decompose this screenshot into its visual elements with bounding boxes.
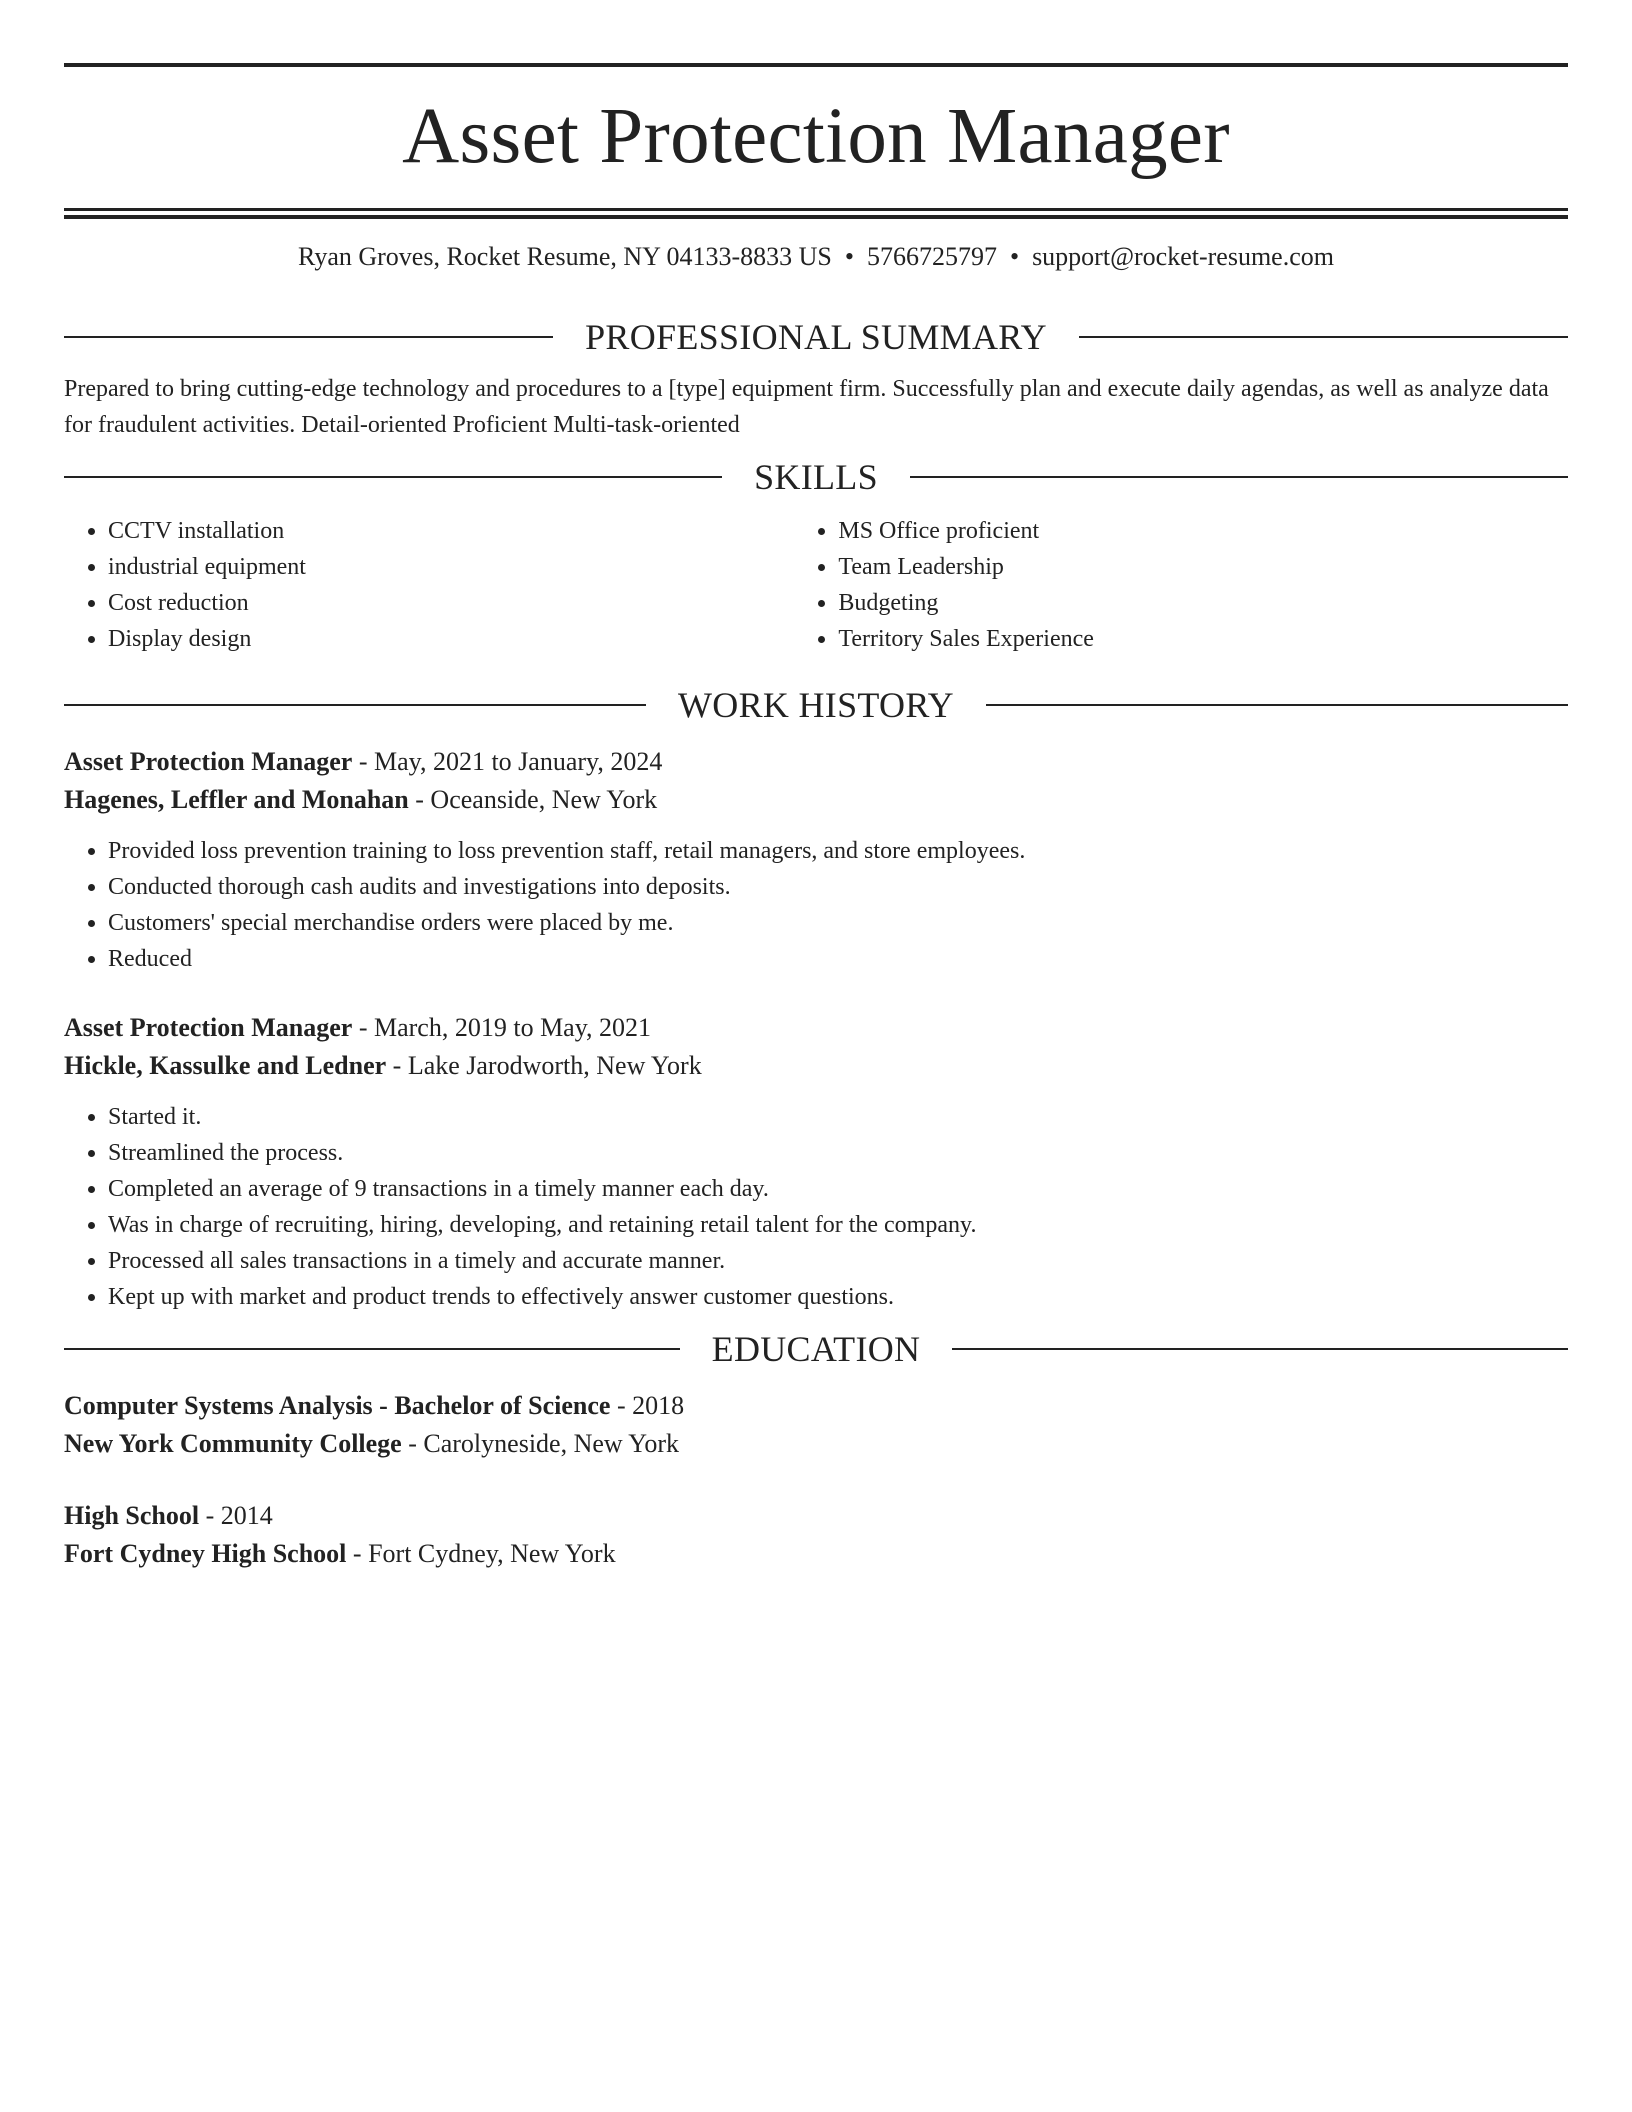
education-school: Fort Cydney High School	[64, 1539, 347, 1568]
education-location: - Fort Cydney, New York	[346, 1539, 616, 1568]
job-bullet: • Processed all sales transactions in a timely and accurate manner.	[108, 1243, 1568, 1279]
heading-rule	[64, 476, 722, 478]
skill-item: • Cost reduction	[108, 585, 794, 621]
job-bullet: • Kept up with market and product trends to effectively answer customer questions.	[108, 1279, 1568, 1315]
job-bullet: • Customers' special merchandise orders were placed by me.	[108, 905, 1568, 941]
job-title: Asset Protection Manager	[64, 1013, 353, 1042]
title-double-rule	[64, 208, 1568, 219]
job-bullet: • Started it.	[108, 1099, 1568, 1135]
section-heading-education	[64, 1325, 1568, 1373]
job-bullet: • Completed an average of 9 transactions in a timely manner each day.	[108, 1171, 1568, 1207]
contact-separator: •	[1009, 242, 1020, 271]
summary-text: Prepared to bring cutting-edge technology and procedures to a [type] equipment firm. Successfully plan and execute daily agendas, as well as analyze data for fraudulent activities. Detail-oriented Proficient Multi-task-oriented	[64, 376, 1549, 438]
education-year: - 2014	[199, 1501, 273, 1530]
skills-column-left	[64, 513, 794, 657]
education-entry	[64, 1387, 1568, 1463]
job-bullet: • Was in charge of recruiting, hiring, developing, and retaining retail talent for the company.	[108, 1207, 1568, 1243]
job-title-line	[64, 1009, 1568, 1047]
section-title: SKILLS	[754, 457, 878, 497]
skills-list	[64, 513, 1568, 657]
contact-address: Ryan Groves, Rocket Resume, NY 04133-8833 US	[298, 242, 832, 271]
heading-rule	[64, 704, 646, 706]
job-bullet: • Reduced	[108, 941, 1568, 977]
education-degree-line	[64, 1387, 1568, 1425]
contact-phone: 5766725797	[866, 242, 997, 271]
skill-item: • industrial equipment	[108, 549, 794, 585]
heading-rule	[64, 1348, 680, 1350]
job-company: Hagenes, Leffler and Monahan	[64, 785, 409, 814]
job-entry	[64, 1009, 1568, 1315]
education-entry	[64, 1497, 1568, 1573]
contact-email: support@rocket-resume.com	[1032, 242, 1334, 271]
education-degree-line	[64, 1497, 1568, 1535]
job-title-line	[64, 743, 1568, 781]
contact-line	[64, 240, 1568, 274]
job-company: Hickle, Kassulke and Ledner	[64, 1051, 387, 1080]
page-title: Asset Protection Manager	[402, 93, 1230, 180]
job-bullets	[64, 1099, 1568, 1315]
job-dates: - March, 2019 to May, 2021	[352, 1013, 652, 1042]
skill-item: • Display design	[108, 621, 794, 657]
education-school-line	[64, 1535, 1568, 1573]
skill-item: • Territory Sales Experience	[838, 621, 1568, 657]
section-heading-skills	[64, 453, 1568, 501]
skill-item: • MS Office proficient	[838, 513, 1568, 549]
section-title: EDUCATION	[711, 1329, 921, 1369]
skills-column-right	[794, 513, 1568, 657]
job-bullet: • Provided loss prevention training to loss prevention staff, retail managers, and store employees.	[108, 833, 1568, 869]
job-company-line	[64, 781, 1568, 819]
job-location: - Oceanside, New York	[408, 785, 658, 814]
skill-item: • CCTV installation	[108, 513, 794, 549]
job-dates: - May, 2021 to January, 2024	[352, 747, 663, 776]
job-company-line	[64, 1047, 1568, 1085]
job-bullet: • Streamlined the process.	[108, 1135, 1568, 1171]
education-degree: Computer Systems Analysis - Bachelor of Science	[64, 1391, 611, 1420]
heading-rule	[910, 476, 1568, 478]
heading-rule	[1079, 336, 1568, 338]
section-heading-summary	[64, 313, 1568, 361]
job-location: - Lake Jarodworth, New York	[386, 1051, 702, 1080]
section-title: PROFESSIONAL SUMMARY	[585, 317, 1047, 357]
skill-item: • Budgeting	[838, 585, 1568, 621]
heading-rule	[952, 1348, 1568, 1350]
education-year: - 2018	[610, 1391, 685, 1420]
section-heading-work	[64, 681, 1568, 729]
education-location: - Carolyneside, New York	[401, 1429, 680, 1458]
section-title: WORK HISTORY	[678, 685, 954, 725]
education-school-line	[64, 1425, 1568, 1463]
job-bullets	[64, 833, 1568, 977]
contact-separator: •	[844, 242, 854, 271]
job-title: Asset Protection Manager	[64, 747, 353, 776]
heading-rule	[986, 704, 1568, 706]
skill-item: • Team Leadership	[838, 549, 1568, 585]
education-school: New York Community College	[64, 1429, 402, 1458]
education-degree: High School	[64, 1501, 200, 1530]
heading-rule	[64, 336, 553, 338]
job-entry	[64, 743, 1568, 977]
job-bullet: • Conducted thorough cash audits and investigations into deposits.	[108, 869, 1568, 905]
